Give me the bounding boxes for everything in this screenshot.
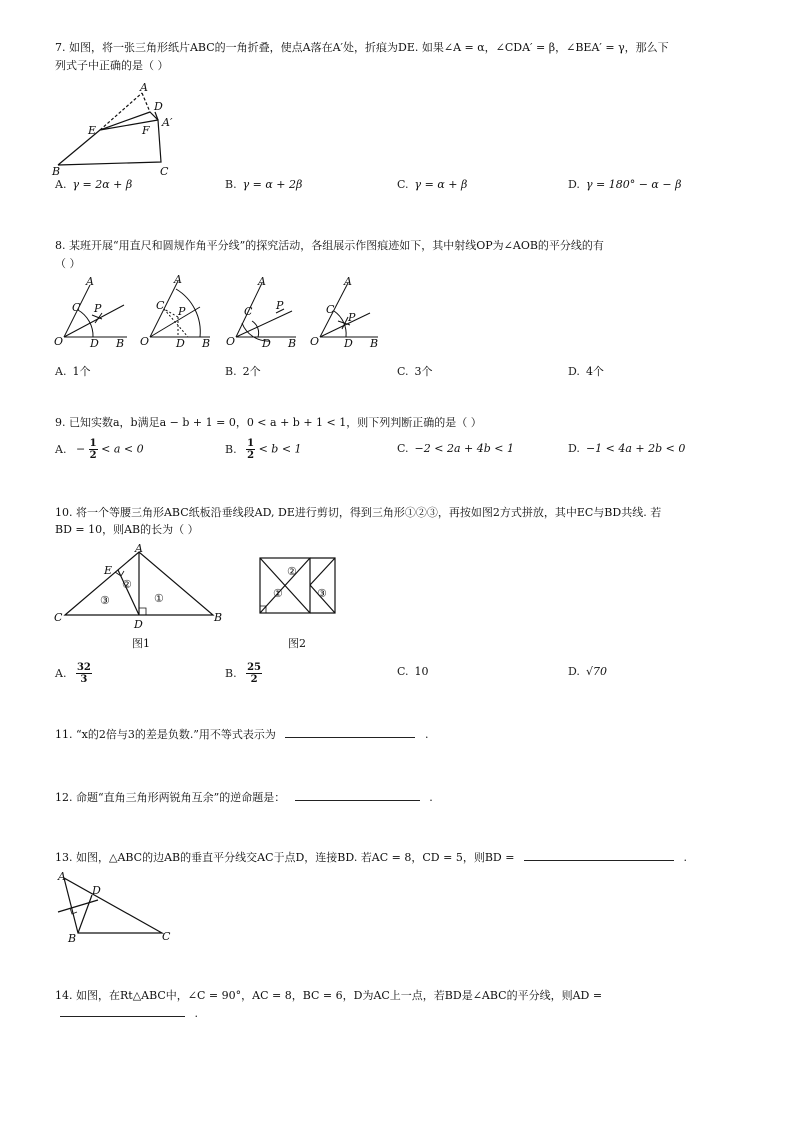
q8-f1-label-C: C [72,301,81,314]
q14-answer-blank[interactable] [60,1006,185,1017]
q9-option-b-denominator: 2 [247,450,255,461]
q8-f2-label-O: O [140,335,150,348]
q9-option-a-prefix: − [75,442,86,456]
q7-option-b[interactable] [225,178,302,191]
q10-f1-label-A: A [135,542,143,555]
q13-label-B: B [68,932,77,945]
q8-stem-line2: （ ） [55,257,81,270]
q10-option-a[interactable] [55,662,92,685]
q10-option-b[interactable] [225,662,262,685]
q8-f3-label-P: P [276,299,284,312]
q10-f2-region-1: ① [273,587,283,600]
q7-option-c-label: C. [397,178,409,191]
q10-option-d-text: √70 [585,665,607,678]
q10-option-a-denominator: 3 [80,674,88,685]
q8-f1-label-O: O [54,335,64,348]
q8-option-b[interactable] [225,363,261,379]
q7-option-d-label: D. [568,178,580,191]
q10-f1-region-1: ① [154,592,164,605]
q7-label-D: D [154,100,163,113]
q9-option-b-suffix: < b < 1 [258,442,302,456]
q12-end: . [429,791,433,804]
q8-f4-label-O: O [310,335,320,348]
q10-f1-region-3: ③ [100,594,110,607]
q8-option-a-text: 1个 [72,365,91,378]
q9-stem: 9. 已知实数a，b满足a − b + 1 = 0，0 < a + b + 1 < 1，则下列判断正确的是（ ） [55,416,482,429]
q7-option-b-label: B. [225,178,237,191]
q7-label-E: E [88,124,97,137]
q7-stem-line1: 7. 如图，将一张三角形纸片ABC的一角折叠，使点A落在A′处，折痕为DE. 如果∠A = α，∠CDA′ = β，∠BEA′ = γ，那么下 [55,41,669,54]
q10-f2-region-3: ③ [317,587,327,600]
q7-option-a-text: γ = 2α + β [72,178,133,191]
q10-f1-label-D: D [134,618,143,631]
q13-answer-blank[interactable] [524,850,674,861]
q13-label-C: C [162,930,171,943]
q10-option-a-fraction [76,662,92,685]
q8-f3-label-O: O [226,335,236,348]
q8-option-b-label: B. [225,365,237,378]
q8-option-d-label: D. [568,365,580,378]
q7-option-b-text: γ = α + 2β [242,178,303,191]
q8-option-b-text: 2个 [242,365,261,378]
q11-end: . [424,728,429,741]
q10-option-d[interactable] [568,665,607,678]
q7-label-C: C [160,165,169,178]
q9-option-a-suffix: < a < 0 [101,442,144,456]
q8-f1-label-P: P [94,302,102,315]
q9-option-d[interactable] [568,442,685,455]
q8-f2-label-A: A [174,273,182,286]
q10-option-b-numerator: 25 [247,662,262,673]
q7-stem-line2: 列式子中正确的是（ ） [55,59,169,72]
q7-option-d-text: γ = 180° − α − β [585,178,682,191]
q10-figure-1-caption: 图1 [132,637,150,650]
q8-figure-3 [222,275,302,350]
q10-f1-label-E: E [104,564,113,577]
q10-option-c-label: C. [397,665,409,678]
q7-label-Aprime: A′ [162,116,173,129]
q8-f4-label-B: B [370,337,379,350]
q9-option-b[interactable] [225,438,302,461]
q8-f3-label-D: D [262,337,271,350]
q13-label-D: D [92,884,101,897]
q7-figure [50,80,190,180]
q13-row [55,850,687,866]
q8-f4-label-P: P [348,311,356,324]
q7-label-F: F [142,124,150,137]
q8-figure-4 [308,275,388,350]
q8-figure-2 [138,275,218,350]
q8-f3-label-C: C [244,305,253,318]
q7-option-d[interactable] [568,178,681,191]
q7-label-A: A [140,81,148,94]
q8-option-a-label: A. [55,365,67,378]
q10-f2-region-2: ② [287,565,297,578]
q7-option-a[interactable] [55,178,132,191]
q9-option-a-denominator: 2 [89,450,97,461]
q9-option-a-numerator: 1 [89,438,97,449]
q9-option-a-fraction [89,438,98,461]
q8-option-d[interactable] [568,363,604,379]
q8-f4-label-D: D [344,337,353,350]
q8-f4-label-C: C [326,303,335,316]
q12-answer-blank[interactable] [295,790,420,801]
q10-option-c[interactable] [397,665,429,678]
q11-answer-blank[interactable] [285,727,415,738]
q7-label-B: B [52,165,61,178]
q10-option-b-fraction [246,662,262,685]
q8-stem-line1: 8. 某班开展“用直尺和圆规作角平分线”的探究活动，各组展示作图痕迹如下，其中射线OP为∠AOB的平分线的有 [55,239,604,252]
q9-option-c[interactable] [397,442,514,455]
q10-figure-2 [255,555,345,657]
q10-f1-label-B: B [214,611,223,624]
q10-option-d-label: D. [568,665,580,678]
q14-answer-row [60,1006,198,1022]
q9-option-c-label: C. [397,442,409,455]
q10-option-a-numerator: 32 [76,662,91,673]
q8-f2-label-P: P [178,305,186,318]
q10-stem-line1: 10. 将一个等腰三角形ABC纸板沿垂线段AD, DE进行剪切，得到三角形①②③，再按如图2方式拼放，其中EC与BD共线. 若 [55,506,662,519]
q14-end: . [194,1007,198,1020]
q12-stem: 12. 命题“直角三角形两锐角互余”的逆命题是： [55,791,286,804]
q13-figure [52,868,182,943]
q10-option-b-denominator: 2 [250,674,258,685]
q13-label-A: A [58,870,66,883]
q8-f4-label-A: A [344,275,352,288]
q8-option-a[interactable] [55,363,90,379]
q13-stem: 13. 如图，△ABC的边AB的垂直平分线交AC于点D，连接BD. 若AC = 8，CD = 5，则BD = [55,851,515,864]
q13-end: . [683,851,687,864]
q7-option-c[interactable] [397,178,467,191]
q9-option-a-label: A. [55,442,67,456]
q9-option-b-label: B. [225,442,237,456]
q8-option-c[interactable] [397,363,433,379]
q10-option-a-label: A. [55,666,67,680]
q11-row [55,727,428,743]
q7-option-a-label: A. [55,178,67,191]
q8-f2-label-B: B [202,337,211,350]
q8-f2-label-D: D [176,337,185,350]
q14-stem: 14. 如图，在Rt△ABC中，∠C = 90°，AC = 8，BC = 6，D为AC上一点，若BD是∠ABC的平分线，则AD = [55,989,603,1002]
q8-f1-label-D: D [90,337,99,350]
q8-f3-label-B: B [288,337,297,350]
q8-f1-label-A: A [86,275,94,288]
q10-figure-1 [50,542,240,657]
q9-option-d-label: D. [568,442,580,455]
q9-option-d-text: −1 < 4a + 2b < 0 [585,442,686,455]
q8-f2-label-C: C [156,299,165,312]
q11-stem: 11. “x的2倍与3的差是负数.”用不等式表示为 [55,728,276,741]
q9-option-a[interactable] [55,438,144,461]
q12-row [55,790,433,806]
q8-option-d-text: 4个 [585,365,604,378]
q8-f1-label-B: B [116,337,125,350]
q10-f1-label-C: C [54,611,63,624]
q8-f3-label-A: A [258,275,266,288]
q10-option-c-text: 10 [414,665,429,678]
q10-figure-2-caption: 图2 [288,637,306,650]
q9-option-c-text: −2 < 2a + 4b < 1 [414,442,514,455]
q10-f1-region-2: ② [122,578,132,591]
q9-option-b-fraction [246,438,255,461]
q8-option-c-text: 3个 [414,365,433,378]
q8-figure-1 [52,275,132,350]
q10-option-b-label: B. [225,666,237,680]
q7-option-c-text: γ = α + β [414,178,468,191]
q10-stem-line2: BD = 10，则AB的长为（ ） [55,523,199,536]
q9-option-b-numerator: 1 [247,438,255,449]
q8-option-c-label: C. [397,365,409,378]
